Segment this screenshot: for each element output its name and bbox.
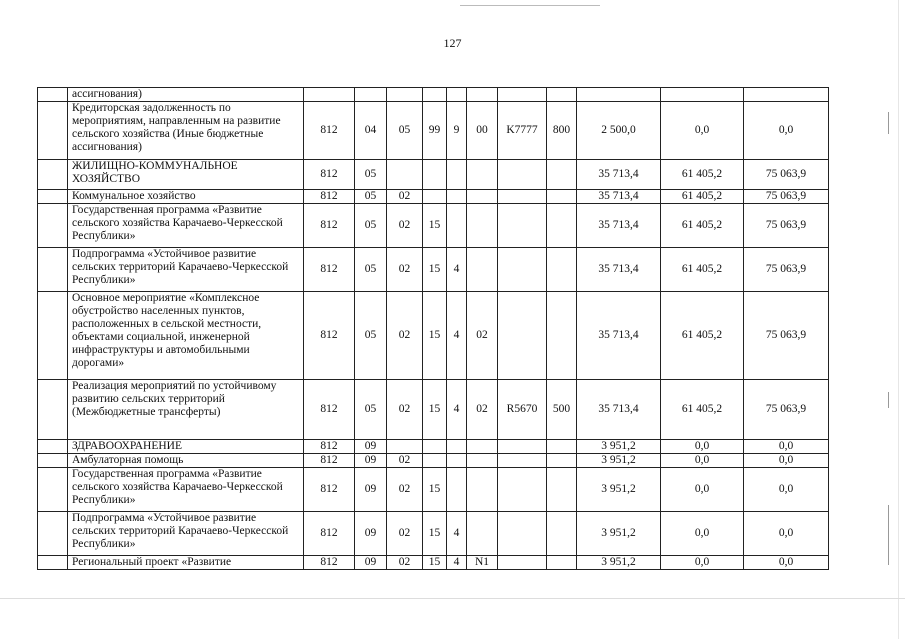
cell-sect: 05 [355, 160, 387, 190]
cell-sub: 02 [387, 292, 423, 380]
cell-vr [547, 248, 577, 292]
cell-admin: 812 [304, 248, 355, 292]
cell-v2: 61 405,2 [661, 190, 744, 204]
cell-code [498, 440, 547, 454]
cell-name: Коммунальное хозяйство [68, 190, 304, 204]
cell-admin: 812 [304, 380, 355, 440]
cell-v2: 0,0 [661, 556, 744, 570]
cell-p1: 15 [423, 556, 447, 570]
cell-admin: 812 [304, 160, 355, 190]
row-index-cell [38, 292, 68, 380]
cell-v1: 35 713,4 [577, 380, 661, 440]
cell-p1: 15 [423, 204, 447, 248]
cell-name: Основное мероприятие «Комплексное обустройство населенных пунктов, расположенных в сельской местности, объектами социальной, инженерной инфраструктуры и автомобильными дорогами» [68, 292, 304, 380]
cell-v3: 0,0 [744, 556, 829, 570]
cell-name: Реализация мероприятий по устойчивому развитию сельских территорий (Межбюджетные трансферты) [68, 380, 304, 440]
cell-sect: 09 [355, 556, 387, 570]
cell-admin: 812 [304, 454, 355, 468]
page-number: 127 [443, 36, 462, 50]
cell-admin: 812 [304, 556, 355, 570]
cell-p3 [467, 190, 498, 204]
cell-sect [355, 88, 387, 102]
cell-name: Подпрограмма «Устойчивое развитие сельских территорий Карачаево-Черкесской Республики» [68, 248, 304, 292]
cell-v2: 61 405,2 [661, 380, 744, 440]
cell-p3 [467, 160, 498, 190]
cell-v3: 0,0 [744, 468, 829, 512]
cell-code [498, 292, 547, 380]
cell-p2 [447, 88, 467, 102]
cell-v1: 3 951,2 [577, 468, 661, 512]
cell-p2: 4 [447, 248, 467, 292]
cell-vr: 500 [547, 380, 577, 440]
cell-sect: 05 [355, 248, 387, 292]
table-row [38, 160, 829, 190]
cell-v3: 0,0 [744, 454, 829, 468]
scan-mark [888, 505, 889, 565]
cell-p2 [447, 468, 467, 512]
cell-vr [547, 190, 577, 204]
table-row [38, 380, 829, 440]
table-row [38, 88, 829, 102]
scan-mark [888, 112, 889, 134]
cell-vr [547, 468, 577, 512]
cell-sect: 09 [355, 454, 387, 468]
cell-sub: 02 [387, 190, 423, 204]
cell-p2 [447, 160, 467, 190]
cell-admin: 812 [304, 292, 355, 380]
cell-name: Региональный проект «Развитие [68, 556, 304, 570]
cell-sub: 02 [387, 248, 423, 292]
cell-code [498, 454, 547, 468]
cell-vr [547, 454, 577, 468]
row-index-cell [38, 248, 68, 292]
cell-admin: 812 [304, 190, 355, 204]
table-row [38, 102, 829, 160]
cell-v3: 75 063,9 [744, 380, 829, 440]
cell-p3 [467, 88, 498, 102]
cell-name: ЖИЛИЩНО-КОММУНАЛЬНОЕ ХОЗЯЙСТВО [68, 160, 304, 190]
cell-v2: 0,0 [661, 454, 744, 468]
cell-sect: 09 [355, 440, 387, 454]
cell-code [498, 160, 547, 190]
cell-sub: 02 [387, 556, 423, 570]
scan-edge [898, 0, 899, 639]
cell-p3 [467, 440, 498, 454]
cell-v3: 75 063,9 [744, 248, 829, 292]
cell-p2: 4 [447, 512, 467, 556]
cell-v1: 3 951,2 [577, 440, 661, 454]
cell-sect: 05 [355, 204, 387, 248]
cell-p3 [467, 468, 498, 512]
cell-code [498, 512, 547, 556]
cell-v2: 0,0 [661, 440, 744, 454]
cell-p3: 02 [467, 380, 498, 440]
cell-p1 [423, 440, 447, 454]
cell-admin: 812 [304, 440, 355, 454]
table-row [38, 468, 829, 512]
cell-name: Кредиторская задолженность по мероприятиям, направленным на развитие сельского хозяйства (Иные бюджетные ассигнования) [68, 102, 304, 160]
cell-name: Государственная программа «Развитие сельского хозяйства Карачаево-Черкесской Республики» [68, 468, 304, 512]
cell-sect: 09 [355, 512, 387, 556]
cell-p2 [447, 204, 467, 248]
cell-p3: 02 [467, 292, 498, 380]
cell-v1: 35 713,4 [577, 204, 661, 248]
table-row [38, 512, 829, 556]
budget-table [37, 87, 829, 570]
row-index-cell [38, 380, 68, 440]
cell-v3: 0,0 [744, 512, 829, 556]
cell-v3 [744, 88, 829, 102]
cell-sect: 05 [355, 380, 387, 440]
cell-v1: 3 951,2 [577, 512, 661, 556]
cell-v1 [577, 88, 661, 102]
scan-bottom-line [0, 598, 905, 599]
cell-v1: 35 713,4 [577, 248, 661, 292]
cell-v2: 0,0 [661, 468, 744, 512]
cell-code: R5670 [498, 380, 547, 440]
cell-v2: 61 405,2 [661, 160, 744, 190]
table-row [38, 454, 829, 468]
cell-p1: 15 [423, 292, 447, 380]
cell-vr [547, 88, 577, 102]
cell-p1: 15 [423, 468, 447, 512]
cell-p2: 4 [447, 292, 467, 380]
cell-name: ЗДРАВООХРАНЕНИЕ [68, 440, 304, 454]
cell-p3 [467, 248, 498, 292]
table-row [38, 204, 829, 248]
cell-name: Государственная программа «Развитие сельского хозяйства Карачаево-Черкесской Республики» [68, 204, 304, 248]
cell-v1: 35 713,4 [577, 190, 661, 204]
cell-admin: 812 [304, 102, 355, 160]
cell-v2: 61 405,2 [661, 204, 744, 248]
table-row [38, 292, 829, 380]
cell-sub [387, 88, 423, 102]
scan-artifact-line [460, 5, 600, 6]
cell-name: Амбулаторная помощь [68, 454, 304, 468]
cell-v2 [661, 88, 744, 102]
cell-admin: 812 [304, 468, 355, 512]
cell-vr [547, 204, 577, 248]
cell-sub [387, 440, 423, 454]
cell-code [498, 248, 547, 292]
cell-v2: 61 405,2 [661, 248, 744, 292]
cell-code: K7777 [498, 102, 547, 160]
cell-vr [547, 292, 577, 380]
cell-p3: 00 [467, 102, 498, 160]
cell-p3 [467, 454, 498, 468]
table-row [38, 556, 829, 570]
cell-v2: 0,0 [661, 102, 744, 160]
row-index-cell [38, 512, 68, 556]
cell-code [498, 468, 547, 512]
cell-p2: 4 [447, 380, 467, 440]
cell-v3: 0,0 [744, 102, 829, 160]
row-index-cell [38, 102, 68, 160]
cell-v1: 3 951,2 [577, 556, 661, 570]
row-index-cell [38, 440, 68, 454]
table-row [38, 248, 829, 292]
cell-p1: 15 [423, 380, 447, 440]
row-index-cell [38, 454, 68, 468]
cell-v1: 3 951,2 [577, 454, 661, 468]
cell-p1 [423, 160, 447, 190]
scan-mark [888, 392, 889, 408]
cell-v1: 35 713,4 [577, 292, 661, 380]
table-row [38, 440, 829, 454]
cell-code [498, 204, 547, 248]
cell-v2: 61 405,2 [661, 292, 744, 380]
cell-sub: 02 [387, 204, 423, 248]
cell-p1: 15 [423, 248, 447, 292]
cell-v3: 75 063,9 [744, 190, 829, 204]
table-row [38, 190, 829, 204]
cell-vr [547, 440, 577, 454]
cell-sub: 02 [387, 512, 423, 556]
cell-p3 [467, 204, 498, 248]
cell-p1 [423, 454, 447, 468]
cell-code [498, 88, 547, 102]
cell-v1: 2 500,0 [577, 102, 661, 160]
cell-v2: 0,0 [661, 512, 744, 556]
cell-v3: 75 063,9 [744, 292, 829, 380]
cell-p3: N1 [467, 556, 498, 570]
cell-v3: 75 063,9 [744, 204, 829, 248]
cell-vr [547, 556, 577, 570]
cell-name: Подпрограмма «Устойчивое развитие сельских территорий Карачаево-Черкесской Республики» [68, 512, 304, 556]
row-index-cell [38, 468, 68, 512]
cell-sect: 05 [355, 190, 387, 204]
row-index-cell [38, 204, 68, 248]
cell-p1 [423, 88, 447, 102]
row-index-cell [38, 190, 68, 204]
row-index-cell [38, 160, 68, 190]
cell-sect: 04 [355, 102, 387, 160]
cell-sub [387, 160, 423, 190]
cell-p2 [447, 454, 467, 468]
cell-v3: 0,0 [744, 440, 829, 454]
cell-vr [547, 160, 577, 190]
cell-v3: 75 063,9 [744, 160, 829, 190]
cell-vr [547, 512, 577, 556]
cell-p2 [447, 440, 467, 454]
cell-p2: 4 [447, 556, 467, 570]
cell-v1: 35 713,4 [577, 160, 661, 190]
cell-admin: 812 [304, 512, 355, 556]
cell-admin: 812 [304, 204, 355, 248]
cell-p1: 99 [423, 102, 447, 160]
cell-code [498, 190, 547, 204]
cell-sub: 02 [387, 454, 423, 468]
cell-code [498, 556, 547, 570]
row-index-cell [38, 88, 68, 102]
cell-sect: 05 [355, 292, 387, 380]
cell-sub: 02 [387, 380, 423, 440]
cell-sub: 02 [387, 468, 423, 512]
cell-admin [304, 88, 355, 102]
cell-p2 [447, 190, 467, 204]
cell-p1 [423, 190, 447, 204]
cell-name: ассигнования) [68, 88, 304, 102]
cell-sub: 05 [387, 102, 423, 160]
cell-vr: 800 [547, 102, 577, 160]
row-index-cell [38, 556, 68, 570]
cell-p2: 9 [447, 102, 467, 160]
cell-p3 [467, 512, 498, 556]
cell-p1: 15 [423, 512, 447, 556]
cell-sect: 09 [355, 468, 387, 512]
